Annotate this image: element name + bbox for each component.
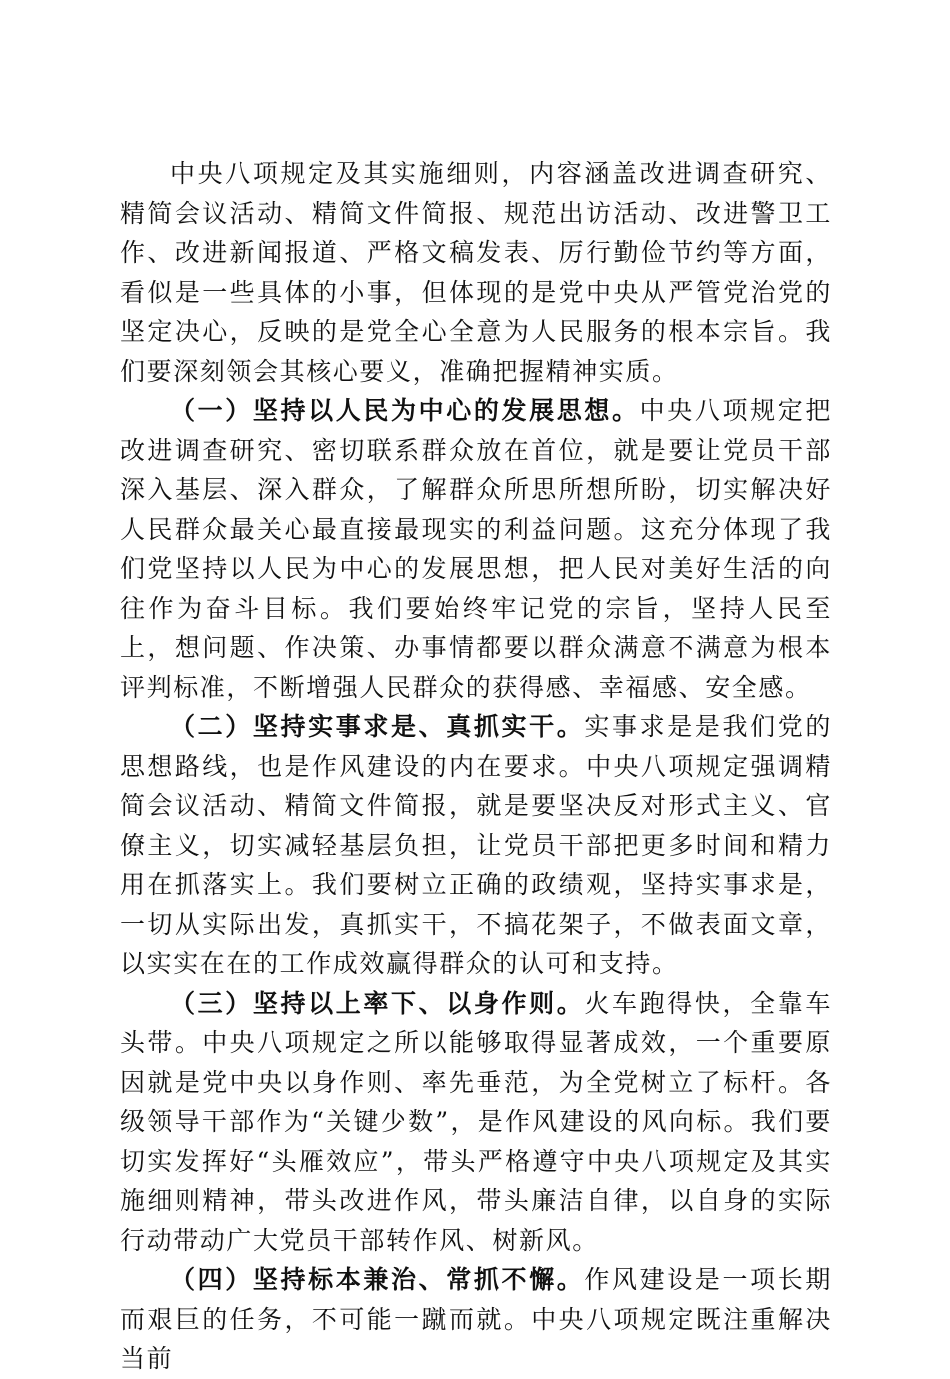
section-4-text: 作风建设是一项长期而艰巨的任务，不可能一蹴而就。中央八项规定既注重解决当前 <box>120 1265 832 1373</box>
section-1-text: 中央八项规定把改进调查研究、密切联系群众放在首位，就是要让党员干部深入基层、深入群众，了解群众所思所想所盼，切实解决好人民群众最关心最直接最现实的利益问题。这充分体现了我们党坚持以人民为中心的发展思想，把人民对美好生活的向往作为奋斗目标。我们要始终牢记党的宗旨，坚持人民至上，想问题、作决策、办事情都要以群众满意不满意为根本评判标准，不断增强人民群众的获得感、幸福感、安全感。 <box>120 396 832 702</box>
section-3-heading: （三）坚持以上率下、以身作则。 <box>170 988 585 1018</box>
section-4-paragraph <box>120 1260 832 1379</box>
intro-paragraph-text: 中央八项规定及其实施细则，内容涵盖改进调查研究、精简会议活动、精简文件简报、规范出访活动、改进警卫工作、改进新闻报道、严格文稿发表、厉行勤俭节约等方面，看似是一些具体的小事，但体现的是党中央从严管党治党的坚定决心，反映的是党全心全意为人民服务的根本宗旨。我们要深刻领会其核心要义，准确把握精神实质。 <box>120 159 832 386</box>
section-2-paragraph <box>120 707 832 984</box>
document-page <box>120 154 832 1379</box>
intro-paragraph <box>120 154 832 391</box>
section-2-text: 实事求是是我们党的思想路线，也是作风建设的内在要求。中央八项规定强调精简会议活动、精简文件简报，就是要坚决反对形式主义、官僚主义，切实减轻基层负担，让党员干部把更多时间和精力用在抓落实上。我们要树立正确的政绩观，坚持实事求是，一切从实际出发，真抓实干，不搞花架子，不做表面文章，以实实在在的工作成效赢得群众的认可和支持。 <box>120 712 832 978</box>
section-3-text: 火车跑得快，全靠车头带。中央八项规定之所以能够取得显著成效，一个重要原因就是党中央以身作则、率先垂范，为全党树立了标杆。各级领导干部作为“关键少数”，是作风建设的风向标。我们要切实发挥好“头雁效应”，带头严格遵守中央八项规定及其实施细则精神，带头改进作风，带头廉洁自律，以自身的实际行动带动广大党员干部转作风、树新风。 <box>120 988 832 1255</box>
section-1-heading: （一）坚持以人民为中心的发展思想。 <box>170 396 640 425</box>
section-1-paragraph <box>120 391 832 707</box>
section-4-heading: （四）坚持标本兼治、常抓不懈。 <box>170 1265 585 1294</box>
section-2-heading: （二）坚持实事求是、真抓实干。 <box>170 712 585 741</box>
section-3-paragraph <box>120 984 832 1261</box>
